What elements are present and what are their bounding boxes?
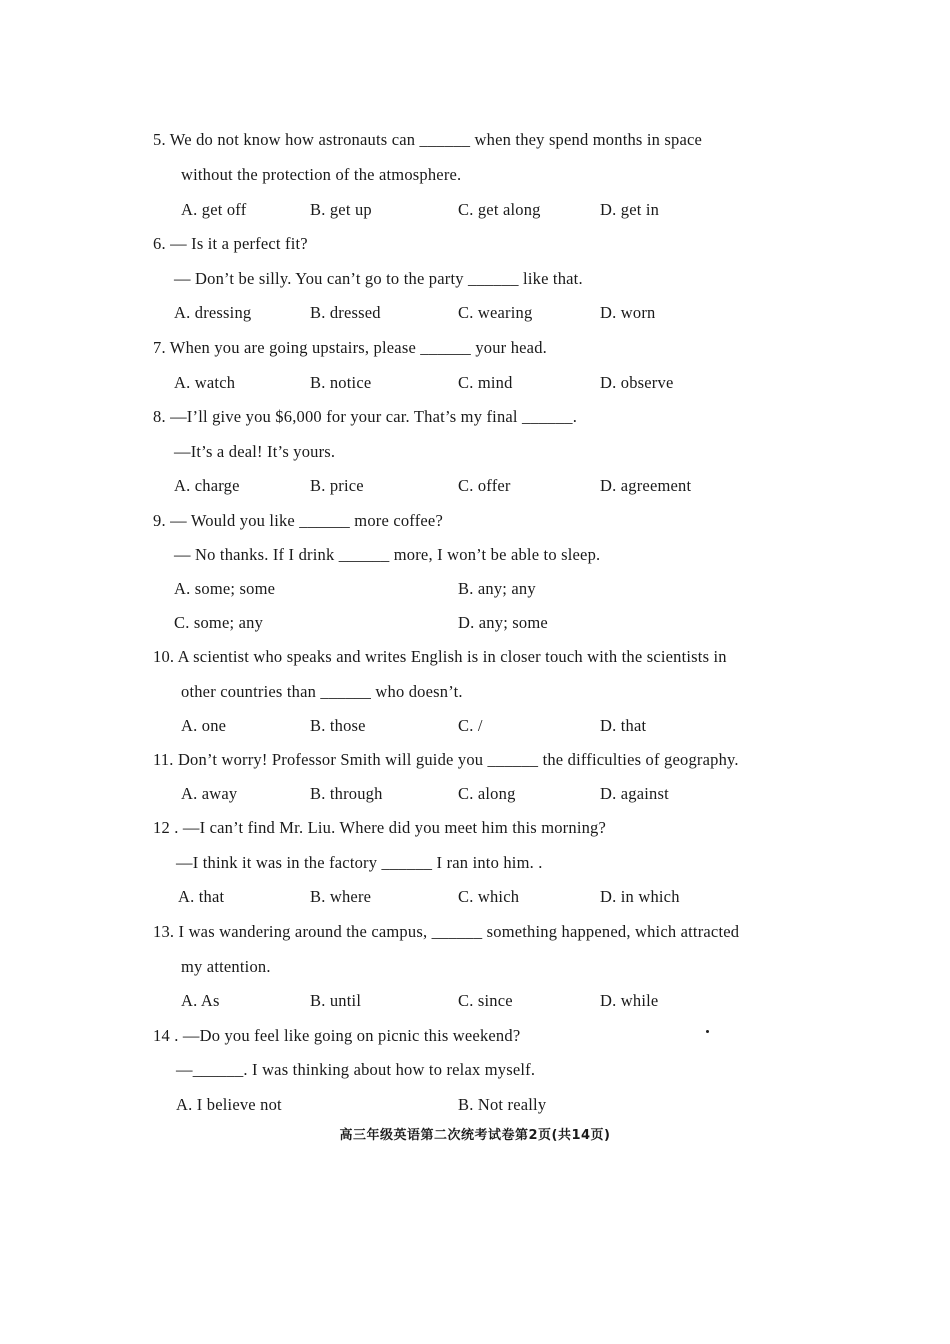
q7-option-d: D. observe [600, 373, 674, 392]
q5-option-c: C. get along [458, 200, 541, 219]
q10-option-c: C. / [458, 716, 483, 735]
q14-option-b: B. Not really [458, 1095, 547, 1114]
q6-option-c: C. wearing [458, 303, 533, 322]
q11-option-d: D. against [600, 784, 669, 803]
q13-option-d: D. while [600, 991, 659, 1010]
q6-option-d: D. worn [600, 303, 656, 322]
q8-option-d: D. agreement [600, 476, 692, 495]
scan-speck [706, 1030, 709, 1033]
q13-option-c: C. since [458, 991, 513, 1010]
q6-stem-line-1: 6. — Is it a perfect fit? [153, 234, 308, 253]
q9-option-a: A. some; some [174, 579, 276, 598]
q12-stem-line-2: —I think it was in the factory ______ I ran into him. . [176, 853, 543, 872]
q10-option-b: B. those [310, 716, 366, 735]
q8-option-b: B. price [310, 476, 364, 495]
q11-option-a: A. away [181, 784, 238, 803]
q5-option-d: D. get in [600, 200, 660, 219]
q14-option-a: A. I believe not [176, 1095, 282, 1114]
q10-stem-line-2: other countries than ______ who doesn’t. [181, 682, 463, 701]
q8-option-a: A. charge [174, 476, 240, 495]
page-footer: 高三年级英语第二次统考试卷第2页(共14页) [339, 1128, 611, 1143]
q8-option-c: C. offer [458, 476, 511, 495]
q14-stem-line-1: 14 . —Do you feel like going on picnic this weekend? [153, 1026, 521, 1045]
q8-stem-line-2: —It’s a deal! It’s yours. [174, 442, 336, 461]
q13-stem-line-1: 13. I was wandering around the campus, ______ something happened, which attracted [153, 922, 740, 941]
q5-option-a: A. get off [181, 200, 247, 219]
q12-option-a: A. that [178, 887, 225, 906]
q8-stem-line-1: 8. —I’ll give you $6,000 for your car. That’s my final ______. [153, 407, 578, 426]
q10-option-a: A. one [181, 716, 227, 735]
q11-stem-line-1: 11. Don’t worry! Professor Smith will guide you ______ the difficulties of geography. [153, 750, 739, 769]
q5-stem-line-1: 5. We do not know how astronauts can ______ when they spend months in space [153, 130, 703, 149]
q14-stem-line-2: —______. I was thinking about how to relax myself. [176, 1060, 536, 1079]
q6-stem-line-2: — Don’t be silly. You can’t go to the party ______ like that. [174, 269, 583, 288]
q5-stem-line-2: without the protection of the atmosphere. [181, 165, 462, 184]
q12-option-c: C. which [458, 887, 520, 906]
q11-option-b: B. through [310, 784, 383, 803]
q12-option-d: D. in which [600, 887, 680, 906]
q11-option-c: C. along [458, 784, 516, 803]
q7-stem-line-1: 7. When you are going upstairs, please ______ your head. [153, 338, 547, 357]
q9-stem-line-1: 9. — Would you like ______ more coffee? [153, 511, 443, 530]
q12-option-b: B. where [310, 887, 372, 906]
q13-option-b: B. until [310, 991, 362, 1010]
q7-option-b: B. notice [310, 373, 372, 392]
q6-option-b: B. dressed [310, 303, 381, 322]
q7-option-c: C. mind [458, 373, 513, 392]
q10-option-d: D. that [600, 716, 647, 735]
q10-stem-line-1: 10. A scientist who speaks and writes English is in closer touch with the scientists in [153, 647, 727, 666]
q12-stem-line-1: 12 . —I can’t find Mr. Liu. Where did you meet him this morning? [153, 818, 607, 837]
q5-option-b: B. get up [310, 200, 372, 219]
q13-stem-line-2: my attention. [181, 957, 271, 976]
q9-option-d: D. any; some [458, 613, 548, 632]
q6-option-a: A. dressing [174, 303, 252, 322]
q7-option-a: A. watch [174, 373, 236, 392]
q9-stem-line-2: — No thanks. If I drink ______ more, I won’t be able to sleep. [174, 545, 601, 564]
q13-option-a: A. As [181, 991, 220, 1010]
q9-option-c: C. some; any [174, 613, 264, 632]
q9-option-b: B. any; any [458, 579, 536, 598]
